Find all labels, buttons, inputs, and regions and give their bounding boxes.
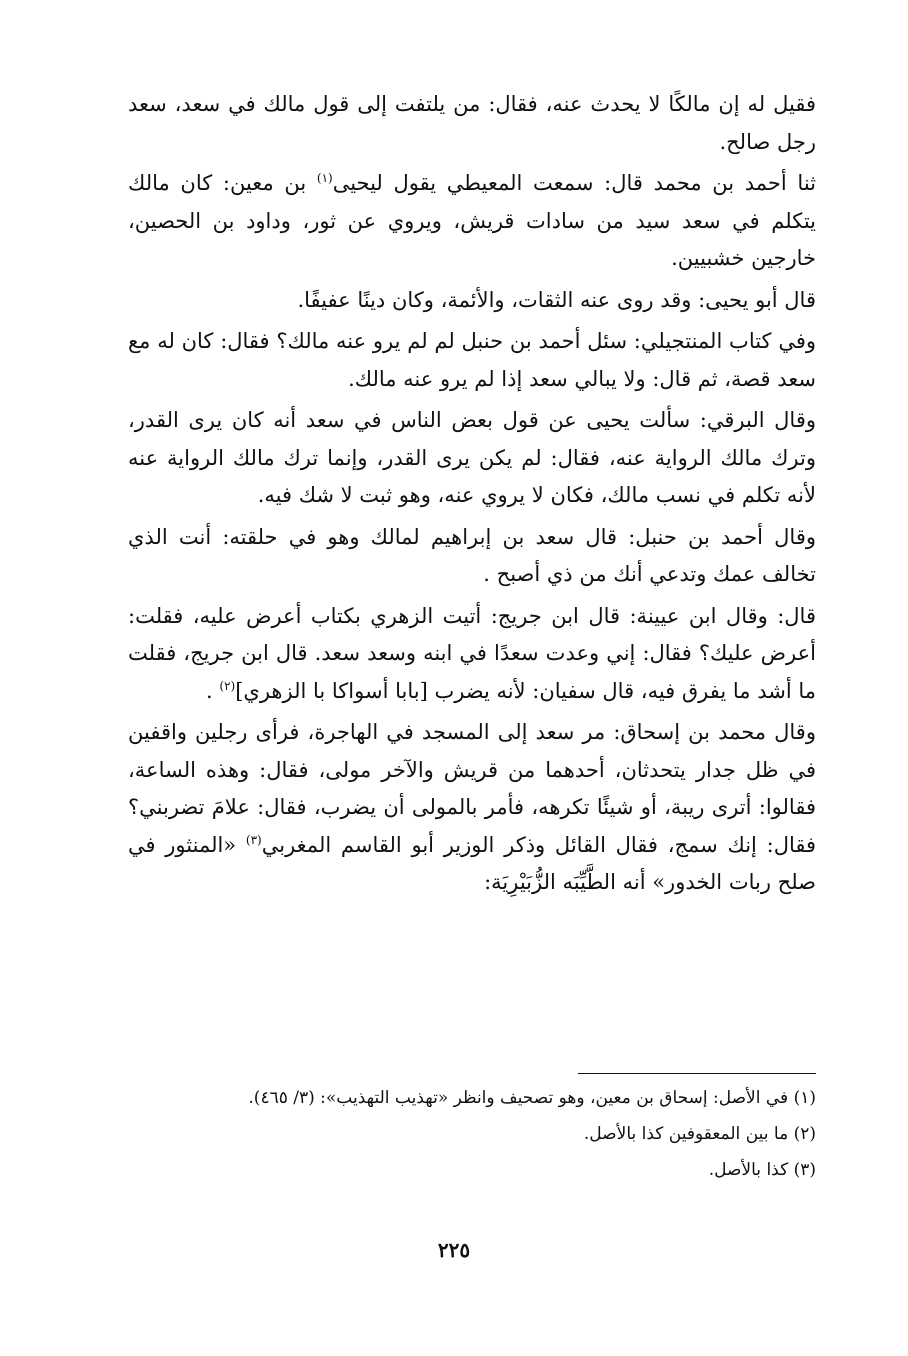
paragraph-text: وفي كتاب المنتجيلي: سئل أحمد بن حنبل لم لم يرو عنه مالك؟ فقال: كان له مع سعد قصة، ثم قال: ولا يبالي سعد إذا لم يرو عنه مالك. (128, 329, 816, 391)
footnote-marker-3[interactable]: (٣) (245, 832, 262, 847)
paragraph-5 (128, 402, 816, 515)
paragraph-text: وقال أحمد بن حنبل: قال سعد بن إبراهيم لمالك وهو في حلقته: أنت الذي تخالف عمك وتدعي أنك من ذي أصبح . (128, 524, 816, 586)
paragraph-text-continued: . (206, 678, 220, 703)
paragraph-8 (128, 714, 816, 902)
paragraph-3 (128, 282, 816, 320)
footnote-1: (١) في الأصل: إسحاق بن معين، وهو تصحيف وانظر «تهذيب التهذيب»: (٣/ ٤٦٥). (248, 1088, 816, 1108)
paragraph-text: وقال محمد بن إسحاق: مر سعد إلى المسجد في الهاجرة، فرأى رجلين واقفين في ظل جدار يتحدثان، أحدهما من قريش والآخر مولى، فقال: وهذه الساعة، فقالوا: أترى ريبة، أو شيئًا تكرهه، فأمر بالمولى أن يضرب، فقال: علامَ تضربني؟ فقال: إنك سمج، فقال القائل وذكر الوزير أبو القاسم المغربي (128, 720, 817, 857)
paragraph-text-continued: «المنثور في صلح ربات الخدور» أنه الطَّيِّبَه الزُّبَيْرِيَة: (128, 832, 816, 894)
paragraph-text: ثنا أحمد بن محمد قال: سمعت المعيطي يقول ليحيى (332, 171, 816, 195)
footnote-marker-1[interactable]: (١) (316, 171, 333, 185)
paragraph-4 (128, 323, 816, 398)
main-text (128, 86, 816, 906)
paragraph-6 (128, 519, 816, 594)
footnote-3: (٣) كذا بالأصل. (708, 1160, 816, 1180)
paragraph-text: قال أبو يحيى: وقد روى عنه الثقات، والأئمة، وكان دينًا عفيفًا. (297, 287, 816, 312)
paragraph-7 (128, 598, 816, 711)
footnote-separator (578, 1073, 816, 1074)
footnotes (128, 1080, 816, 1188)
paragraph-text: فقيل له إن مالكًا لا يحدث عنه، فقال: من يلتفت إلى قول مالك في سعد، سعد رجل صالح. (128, 92, 816, 154)
footnote-marker-2[interactable]: (٢) (219, 678, 236, 693)
paragraph-2 (128, 165, 816, 278)
paragraph-text: قال: وقال ابن عيينة: قال ابن جريج: أتيت الزهري بكتاب أعرض عليه، فقلت: أعرض عليك؟ فقال: إني وعدت سعدًا في ابنه وسعد سعد. قال ابن جريج، فقلت ما أشد ما يفرق فيه، قال سفيان: لأنه يضرب [بابا أسواكا با الزهري] (128, 603, 816, 703)
paragraph-1 (128, 86, 816, 161)
footnote-2: (٢) ما بين المعقوفين كذا بالأصل. (583, 1124, 816, 1144)
page-number: ٢٢٥ (437, 1238, 471, 1262)
paragraph-text-continued: بن معين: كان مالك يتكلم في سعد سيد من سادات قريش، ويروي عن ثور، وداود بن الحصين، خارجين خشبيين. (128, 171, 816, 270)
paragraph-text: وقال البرقي: سألت يحيى عن قول بعض الناس في سعد أنه كان يرى القدر، وترك مالك الرواية عنه، فقال: لم يكن يرى القدر، وإنما ترك مالك الرواية عنه لأنه تكلم في نسب مالك، فكان لا يروي عنه، وهو ثبت لا شك فيه. (128, 408, 816, 507)
